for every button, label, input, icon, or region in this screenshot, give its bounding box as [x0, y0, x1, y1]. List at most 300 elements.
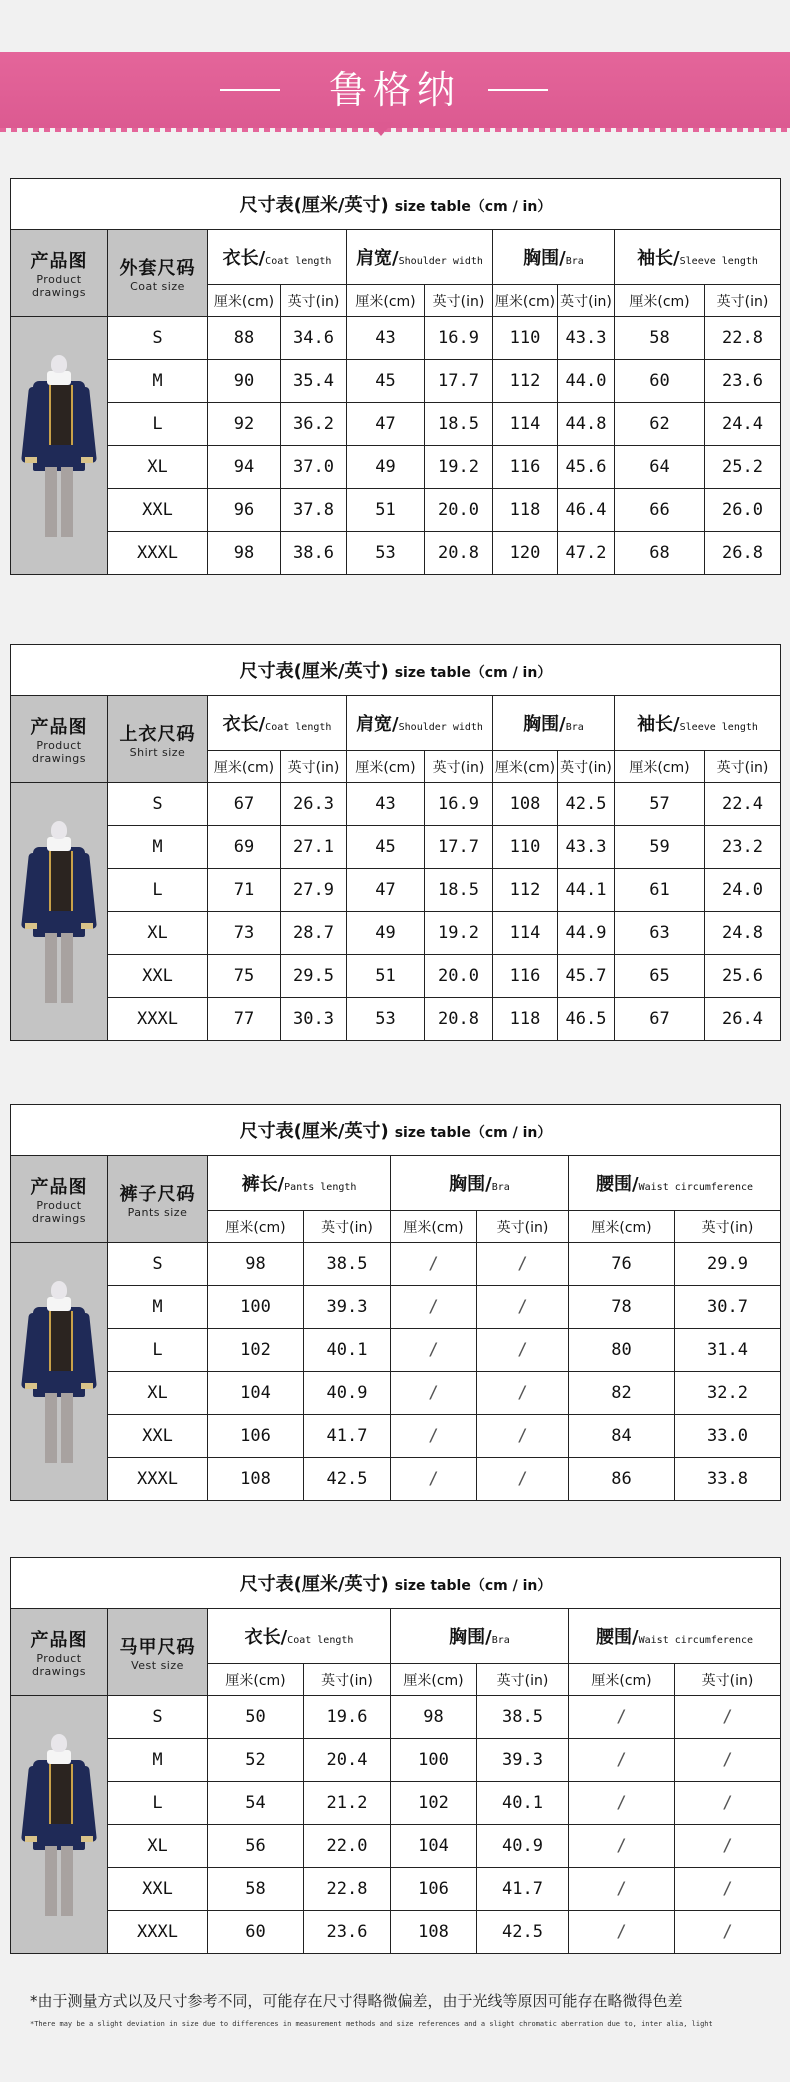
- unit-cm-header: 厘米(cm): [208, 1211, 304, 1243]
- costume-cuff-r: [81, 1836, 93, 1842]
- costume-cuff-r: [81, 923, 93, 929]
- measure-name-en: Bra: [491, 1635, 510, 1646]
- product-header-cn: 产品图: [30, 717, 88, 738]
- measurement-cell: 40.1: [304, 1329, 391, 1372]
- costume-leg-l: [45, 1393, 57, 1463]
- product-header-en: Product: [36, 273, 82, 286]
- measurement-cell: 26.0: [705, 489, 781, 532]
- size-column-header: [108, 1156, 208, 1243]
- measurement-cell: 24.0: [705, 869, 781, 912]
- measurement-cell: 106: [208, 1415, 304, 1458]
- measurement-cell: 45.6: [558, 446, 615, 489]
- measurement-cell: 20.8: [425, 532, 493, 575]
- header-banner: [0, 52, 790, 128]
- measurement-cell: /: [675, 1696, 781, 1739]
- measure-group-header: [615, 696, 781, 751]
- measurement-cell: 94: [208, 446, 281, 489]
- measurement-cell: 21.2: [304, 1782, 391, 1825]
- size-cell: XXL: [108, 1868, 208, 1911]
- measurement-cell: 114: [493, 403, 558, 446]
- measurement-cell: 16.9: [425, 783, 493, 826]
- measure-name-en: Sleeve length: [679, 722, 758, 733]
- measure-name-en: Shoulder width: [398, 722, 483, 733]
- costume-cuff-l: [25, 923, 37, 929]
- product-costume-image: [19, 817, 99, 1007]
- measure-name-cn: 袖长/: [637, 714, 680, 735]
- table-row: [11, 1458, 781, 1501]
- size-header-en: Pants size: [127, 1205, 188, 1219]
- product-drawings-header: [11, 1156, 108, 1243]
- size-cell: M: [108, 826, 208, 869]
- unit-in-header: 英寸(in): [705, 751, 781, 783]
- measurement-cell: 98: [391, 1696, 477, 1739]
- measurement-cell: 54: [208, 1782, 304, 1825]
- measurement-cell: 41.7: [304, 1415, 391, 1458]
- measurement-cell: 20.4: [304, 1739, 391, 1782]
- table-row: [11, 783, 781, 826]
- measurement-cell: /: [675, 1739, 781, 1782]
- product-header-en: Product: [36, 1652, 82, 1665]
- costume-cuff-r: [81, 457, 93, 463]
- table-row: [11, 1372, 781, 1415]
- size-column-header: [108, 696, 208, 783]
- measurement-cell: 40.9: [304, 1372, 391, 1415]
- banner-title: 鲁格纳: [328, 68, 461, 112]
- size-cell: L: [108, 1782, 208, 1825]
- measurement-cell: /: [477, 1372, 569, 1415]
- table-row: [11, 1415, 781, 1458]
- unit-in-header: 英寸(in): [675, 1211, 781, 1243]
- size-cell: XXL: [108, 489, 208, 532]
- table-row: [11, 826, 781, 869]
- measure-group-header: [391, 1156, 569, 1211]
- measurement-cell: 57: [615, 783, 705, 826]
- costume-vest: [49, 1764, 73, 1824]
- measurement-cell: 16.9: [425, 317, 493, 360]
- unit-in-header: 英寸(in): [705, 285, 781, 317]
- disclaimer-cn: *由于测量方式以及尺寸参考不同，可能存在尺寸得略微偏差，由于光线等原因可能存在略微得色差: [30, 1992, 683, 2010]
- measurement-cell: 108: [391, 1911, 477, 1954]
- measurement-cell: 25.2: [705, 446, 781, 489]
- measurement-cell: /: [477, 1458, 569, 1501]
- table-title-en: size table（cm / in）: [394, 1578, 552, 1594]
- table-title-cn: 尺寸表(厘米/英寸): [239, 661, 389, 682]
- measurement-cell: 44.0: [558, 360, 615, 403]
- measurement-cell: 29.9: [675, 1243, 781, 1286]
- table-row: [11, 317, 781, 360]
- measure-group-header: [615, 230, 781, 285]
- product-costume-image: [19, 1730, 99, 1920]
- measurement-cell: 46.4: [558, 489, 615, 532]
- unit-in-header: 英寸(in): [304, 1664, 391, 1696]
- measurement-cell: 47: [347, 403, 425, 446]
- measurement-cell: 71: [208, 869, 281, 912]
- costume-vest: [49, 385, 73, 445]
- size-cell: XXXL: [108, 998, 208, 1041]
- measurement-cell: 31.4: [675, 1329, 781, 1372]
- size-cell: XXXL: [108, 1458, 208, 1501]
- banner-dashed-divider: [0, 128, 790, 132]
- table-title-cn: 尺寸表(厘米/英寸): [239, 1574, 389, 1595]
- measurement-cell: 90: [208, 360, 281, 403]
- measurement-cell: 30.7: [675, 1286, 781, 1329]
- unit-in-header: 英寸(in): [558, 751, 615, 783]
- measurement-cell: 118: [493, 489, 558, 532]
- measurement-cell: 76: [569, 1243, 675, 1286]
- size-table: [10, 644, 781, 1041]
- measurement-cell: /: [569, 1868, 675, 1911]
- unit-in-header: 英寸(in): [304, 1211, 391, 1243]
- measurement-cell: 53: [347, 532, 425, 575]
- measurement-cell: /: [675, 1825, 781, 1868]
- measurement-cell: 41.7: [477, 1868, 569, 1911]
- measurement-cell: 98: [208, 532, 281, 575]
- costume-vest: [49, 1311, 73, 1371]
- measurement-cell: 20.0: [425, 955, 493, 998]
- measure-name-cn: 胸围/: [523, 714, 566, 735]
- table-title: [11, 1105, 781, 1156]
- measurement-cell: /: [569, 1911, 675, 1954]
- measure-name-en: Coat length: [265, 722, 332, 733]
- measurement-cell: 67: [208, 783, 281, 826]
- table-row: [11, 489, 781, 532]
- size-cell: XXXL: [108, 532, 208, 575]
- costume-leg-l: [45, 467, 57, 537]
- measurement-cell: 37.0: [281, 446, 347, 489]
- measurement-cell: 112: [493, 869, 558, 912]
- measurement-cell: 18.5: [425, 403, 493, 446]
- measurement-cell: 104: [391, 1825, 477, 1868]
- size-cell: M: [108, 1286, 208, 1329]
- table-title-cn: 尺寸表(厘米/英寸): [239, 195, 389, 216]
- size-cell: XXXL: [108, 1911, 208, 1954]
- measurement-cell: 43: [347, 783, 425, 826]
- measure-name-cn: 胸围/: [449, 1627, 492, 1648]
- measure-group-header: [493, 696, 615, 751]
- measure-name-en: Bra: [565, 256, 584, 267]
- measurement-cell: 62: [615, 403, 705, 446]
- measure-group-header: [208, 1609, 391, 1664]
- measurement-cell: 39.3: [304, 1286, 391, 1329]
- costume-cuff-l: [25, 1383, 37, 1389]
- table-title-row: [11, 1558, 781, 1609]
- unit-in-header: 英寸(in): [675, 1664, 781, 1696]
- size-cell: XL: [108, 446, 208, 489]
- costume-cuff-l: [25, 457, 37, 463]
- size-header-cn: 上衣尺码: [119, 723, 196, 745]
- measurement-cell: /: [477, 1415, 569, 1458]
- measurement-cell: 19.6: [304, 1696, 391, 1739]
- measurement-cell: 45: [347, 360, 425, 403]
- measurement-cell: 84: [569, 1415, 675, 1458]
- measure-name-cn: 胸围/: [449, 1174, 492, 1195]
- measurement-cell: 44.1: [558, 869, 615, 912]
- measurement-cell: 53: [347, 998, 425, 1041]
- product-costume-image: [19, 1277, 99, 1467]
- table-row: [11, 1782, 781, 1825]
- measurement-cell: 19.2: [425, 446, 493, 489]
- product-image-cell: [11, 783, 108, 1041]
- measurement-cell: 110: [493, 826, 558, 869]
- table-header-row: [11, 696, 781, 751]
- table-title-row: [11, 179, 781, 230]
- measure-name-en: Sleeve length: [679, 256, 758, 267]
- size-cell: M: [108, 360, 208, 403]
- measurement-cell: 116: [493, 955, 558, 998]
- measurement-cell: 102: [391, 1782, 477, 1825]
- measurement-cell: 80: [569, 1329, 675, 1372]
- unit-in-header: 英寸(in): [281, 285, 347, 317]
- measurement-cell: 65: [615, 955, 705, 998]
- measurement-cell: 33.0: [675, 1415, 781, 1458]
- measurement-cell: 43.3: [558, 826, 615, 869]
- table-title-cn: 尺寸表(厘米/英寸): [239, 1121, 389, 1142]
- measure-group-header: [569, 1156, 781, 1211]
- unit-in-header: 英寸(in): [477, 1664, 569, 1696]
- size-cell: L: [108, 1329, 208, 1372]
- table-row: [11, 446, 781, 489]
- table-header-row: [11, 1609, 781, 1664]
- product-image-cell: [11, 1243, 108, 1501]
- unit-cm-header: 厘米(cm): [391, 1211, 477, 1243]
- product-image-cell: [11, 1696, 108, 1954]
- size-cell: S: [108, 1243, 208, 1286]
- measurement-cell: 22.8: [705, 317, 781, 360]
- measure-group-header: [347, 230, 493, 285]
- size-cell: S: [108, 1696, 208, 1739]
- measurement-cell: 49: [347, 912, 425, 955]
- table-row: [11, 1696, 781, 1739]
- table-row: [11, 1329, 781, 1372]
- measurement-cell: 92: [208, 403, 281, 446]
- measurement-cell: 27.9: [281, 869, 347, 912]
- table-title-en: size table（cm / in）: [394, 199, 552, 215]
- measurement-cell: /: [569, 1825, 675, 1868]
- table-row: [11, 403, 781, 446]
- size-header-cn: 马甲尺码: [119, 1636, 196, 1658]
- measurement-cell: 67: [615, 998, 705, 1041]
- unit-in-header: 英寸(in): [281, 751, 347, 783]
- measure-name-en: Waist circumference: [638, 1182, 753, 1193]
- measurement-cell: 100: [208, 1286, 304, 1329]
- unit-cm-header: 厘米(cm): [493, 751, 558, 783]
- size-header-cn: 裤子尺码: [119, 1183, 196, 1205]
- measurement-cell: 36.2: [281, 403, 347, 446]
- measurement-cell: 73: [208, 912, 281, 955]
- table-row: [11, 912, 781, 955]
- measurement-cell: 61: [615, 869, 705, 912]
- product-drawings-header: [11, 1609, 108, 1696]
- costume-collar: [47, 837, 71, 851]
- measure-group-header: [208, 230, 347, 285]
- costume-head: [51, 1281, 67, 1299]
- measurement-cell: 44.9: [558, 912, 615, 955]
- table-title-row: [11, 645, 781, 696]
- measurement-cell: 39.3: [477, 1739, 569, 1782]
- measurement-cell: 32.2: [675, 1372, 781, 1415]
- size-cell: XL: [108, 1825, 208, 1868]
- costume-collar: [47, 1297, 71, 1311]
- unit-cm-header: 厘米(cm): [493, 285, 558, 317]
- measurement-cell: 19.2: [425, 912, 493, 955]
- measure-name-cn: 衣长/: [244, 1627, 288, 1648]
- size-header-cn: 外套尺码: [119, 257, 196, 279]
- measure-name-cn: 肩宽/: [356, 248, 399, 269]
- unit-cm-header: 厘米(cm): [208, 1664, 304, 1696]
- costume-head: [51, 821, 67, 839]
- unit-cm-header: 厘米(cm): [391, 1664, 477, 1696]
- unit-cm-header: 厘米(cm): [347, 751, 425, 783]
- costume-vest: [49, 851, 73, 911]
- measurement-cell: 112: [493, 360, 558, 403]
- measurement-cell: 26.4: [705, 998, 781, 1041]
- product-header-cn: 产品图: [30, 1630, 88, 1651]
- product-image-cell: [11, 317, 108, 575]
- measurement-cell: 66: [615, 489, 705, 532]
- product-header-en2: drawings: [32, 1212, 86, 1225]
- measurement-cell: 24.4: [705, 403, 781, 446]
- measurement-cell: 116: [493, 446, 558, 489]
- measure-name-en: Waist circumference: [638, 1635, 753, 1646]
- measure-name-cn: 腰围/: [596, 1627, 639, 1648]
- measurement-cell: 45: [347, 826, 425, 869]
- measurement-cell: 52: [208, 1739, 304, 1782]
- measurement-cell: 88: [208, 317, 281, 360]
- measure-name-en: Bra: [491, 1182, 510, 1193]
- measurement-cell: 96: [208, 489, 281, 532]
- measurement-cell: 60: [615, 360, 705, 403]
- product-costume-image: [19, 351, 99, 541]
- unit-in-header: 英寸(in): [425, 751, 493, 783]
- measurement-cell: 26.8: [705, 532, 781, 575]
- measurement-cell: 29.5: [281, 955, 347, 998]
- measurement-cell: 46.5: [558, 998, 615, 1041]
- product-header-en: Product: [36, 739, 82, 752]
- measure-name-cn: 胸围/: [523, 248, 566, 269]
- measurement-cell: 30.3: [281, 998, 347, 1041]
- measurement-cell: 77: [208, 998, 281, 1041]
- unit-cm-header: 厘米(cm): [569, 1211, 675, 1243]
- table-header-row: [11, 230, 781, 285]
- measurement-cell: 108: [208, 1458, 304, 1501]
- measurement-cell: 114: [493, 912, 558, 955]
- measurement-cell: 23.6: [705, 360, 781, 403]
- measurement-cell: /: [391, 1372, 477, 1415]
- product-header-en2: drawings: [32, 286, 86, 299]
- measurement-cell: 86: [569, 1458, 675, 1501]
- measurement-cell: 82: [569, 1372, 675, 1415]
- costume-leg-l: [45, 933, 57, 1003]
- measurement-cell: 56: [208, 1825, 304, 1868]
- size-cell: L: [108, 869, 208, 912]
- table-title-row: [11, 1105, 781, 1156]
- product-drawings-header: [11, 230, 108, 317]
- measurement-cell: 63: [615, 912, 705, 955]
- measurement-cell: 38.5: [477, 1696, 569, 1739]
- measurement-cell: 22.8: [304, 1868, 391, 1911]
- measurement-cell: /: [569, 1739, 675, 1782]
- size-header-en: Shirt size: [129, 745, 186, 759]
- table-title-en: size table（cm / in）: [394, 665, 552, 681]
- size-cell: S: [108, 317, 208, 360]
- costume-cuff-r: [81, 1383, 93, 1389]
- table-row: [11, 1868, 781, 1911]
- measurement-cell: /: [477, 1329, 569, 1372]
- size-cell: XXL: [108, 1415, 208, 1458]
- product-header-cn: 产品图: [30, 251, 88, 272]
- measurement-cell: 25.6: [705, 955, 781, 998]
- measurement-cell: 100: [391, 1739, 477, 1782]
- measurement-cell: 22.4: [705, 783, 781, 826]
- measurement-cell: /: [675, 1868, 781, 1911]
- table-title: [11, 645, 781, 696]
- measurement-cell: 43.3: [558, 317, 615, 360]
- measurement-cell: 64: [615, 446, 705, 489]
- measurement-cell: 51: [347, 955, 425, 998]
- measure-group-header: [493, 230, 615, 285]
- table-row: [11, 998, 781, 1041]
- measurement-cell: 108: [493, 783, 558, 826]
- size-header-en: Vest size: [131, 1658, 184, 1672]
- measure-name-cn: 肩宽/: [356, 714, 399, 735]
- measurement-cell: 33.8: [675, 1458, 781, 1501]
- size-cell: S: [108, 783, 208, 826]
- measurement-cell: 35.4: [281, 360, 347, 403]
- size-column-header: [108, 230, 208, 317]
- measurement-cell: 20.8: [425, 998, 493, 1041]
- measurement-cell: /: [391, 1415, 477, 1458]
- measurement-cell: 34.6: [281, 317, 347, 360]
- banner-pointer: [369, 122, 393, 136]
- size-cell: L: [108, 403, 208, 446]
- unit-in-header: 英寸(in): [477, 1211, 569, 1243]
- measurement-cell: 44.8: [558, 403, 615, 446]
- measure-name-en: Bra: [565, 722, 584, 733]
- measurement-cell: /: [391, 1458, 477, 1501]
- measurement-cell: /: [391, 1329, 477, 1372]
- measurement-cell: 22.0: [304, 1825, 391, 1868]
- size-column-header: [108, 1609, 208, 1696]
- costume-head: [51, 355, 67, 373]
- table-title: [11, 1558, 781, 1609]
- measure-group-header: [569, 1609, 781, 1664]
- unit-cm-header: 厘米(cm): [569, 1664, 675, 1696]
- measurement-cell: 38.6: [281, 532, 347, 575]
- measurement-cell: 118: [493, 998, 558, 1041]
- measure-group-header: [347, 696, 493, 751]
- measurement-cell: /: [569, 1696, 675, 1739]
- measurement-cell: 28.7: [281, 912, 347, 955]
- measurement-cell: 23.6: [304, 1911, 391, 1954]
- costume-leg-r: [61, 1846, 73, 1916]
- table-row: [11, 1286, 781, 1329]
- unit-cm-header: 厘米(cm): [208, 751, 281, 783]
- measurement-cell: 75: [208, 955, 281, 998]
- table-row: [11, 360, 781, 403]
- measurement-cell: /: [569, 1782, 675, 1825]
- table-title-en: size table（cm / in）: [394, 1125, 552, 1141]
- measurement-cell: 45.7: [558, 955, 615, 998]
- measurement-cell: 51: [347, 489, 425, 532]
- measurement-cell: 47.2: [558, 532, 615, 575]
- measurement-cell: 38.5: [304, 1243, 391, 1286]
- measure-name-en: Coat length: [287, 1635, 354, 1646]
- measure-name-cn: 衣长/: [222, 714, 266, 735]
- costume-leg-r: [61, 467, 73, 537]
- measurement-cell: /: [675, 1911, 781, 1954]
- size-table: [10, 178, 781, 575]
- measure-group-header: [391, 1609, 569, 1664]
